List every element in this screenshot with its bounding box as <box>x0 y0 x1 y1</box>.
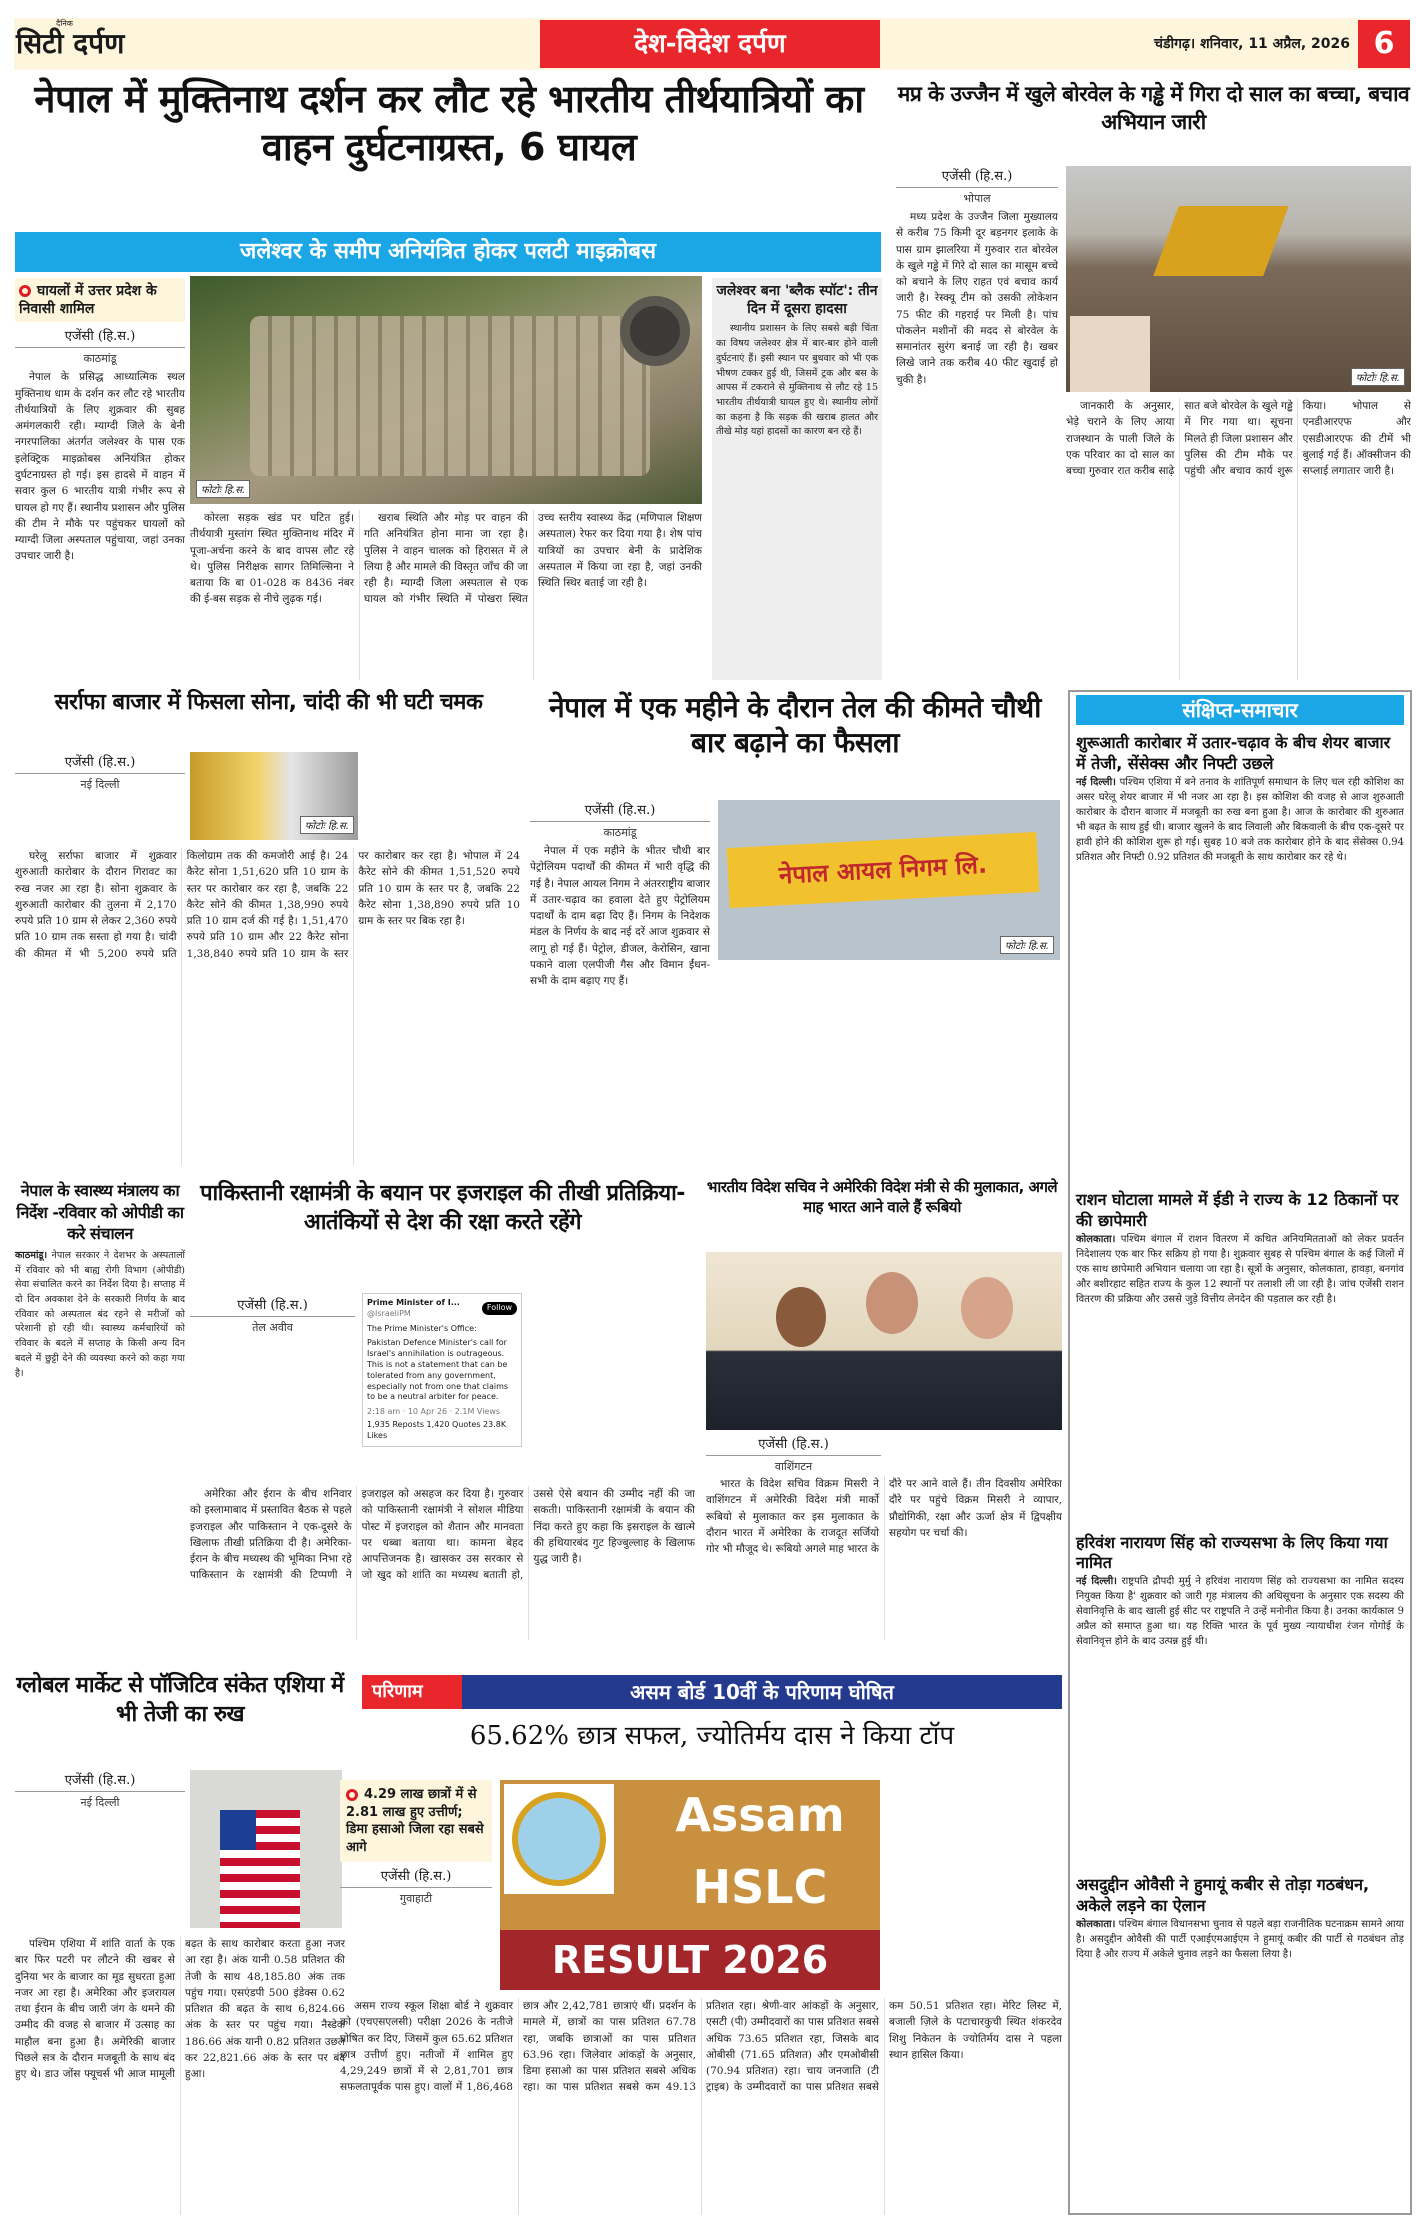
borewell-photo <box>1066 166 1411 392</box>
global-market-headline: ग्लोबल मार्केट से पॉजिटिव संकेत एशिया में भी तेजी का रुख <box>16 1673 344 1727</box>
agency: एजेंसी (हि.स.) <box>706 1434 881 1456</box>
agency: एजेंसी (हि.स.) <box>190 1295 355 1317</box>
tweet-heading: The Prime Minister's Office: <box>367 1323 477 1333</box>
lead-body-1: नेपाल के प्रसिद्ध आध्यात्मिक स्थल मुक्तिनाथ धाम के दर्शन कर लौट रहे भारतीय तीर्थयात्रियों के लिए शुक्रवार की सुबह अमंगलकारी रही। म्याग्दी जिले के बेनी नगरपालिका अंतर्गत जलेश्वर के पास एक इलेक्ट्रिक माइक्रोबस अनियंत्रित होकर दुर्घटनाग्रस्त हो गई। इस हादसे में वाहन में सवार कुल 6 भारतीय यात्री गंभीर रूप से घायल हो गए हैं। स्थानीय प्रशासन और पुलिस की टीम ने मौके पर पहुंचकर घायलों को म्याग्दी जिला अस्पताल पहुंचाया, जहां उनका उपचार जारी है। <box>15 371 185 563</box>
person-2 <box>866 1272 918 1334</box>
result-band <box>362 1675 1062 1709</box>
agency: एजेंसी (हि.स.) <box>530 800 710 822</box>
follow-button: Follow <box>482 1302 517 1315</box>
brief-body: पश्चिम बंगाल में राशन वितरण में कथित अनियमितताओं को लेकर प्रवर्तन निदेशालय एक बार फिर सक्रिय हो गया है। शुक्रवार सुबह से पश्चिम बंगाल के कई जिलों में एक साथ छापेमारी अभियान चलाया जा रहा है। सूत्रों के अनुसार, कोलकाता, हावड़ा, बनगांव और बशीरहाट सहित राज्य के कुल 12 स्थानों पर तलाशी ली जा रही है। जांच एजेंसी राशन वितरण की प्रक्रिया और उससे जुड़े वित्तीय लेनदेन की पड़ताल कर रही है। <box>1076 1233 1404 1305</box>
photo-credit: फोटोः हि.स. <box>1000 936 1054 954</box>
sidebar-body: स्थानीय प्रशासन के लिए सबसे बड़ी चिंता का विषय जलेश्वर क्षेत्र में बार-बार होने वाली दुर्घटनाएं हैं। इसी स्थान पर बुधवार को भी एक भीषण टक्कर हुई थी, जिसमें ट्रक और बस के आपस में टकराने से मुक्तिनाथ से लौट रहे 15 भारतीय तीर्थयात्री घायल हुए थे। स्थानीय लोगों का कहना है कि सड़क की खराब हालत और तीखे मोड़ यहां हादसों का कारण बन रहे हैं। <box>716 323 878 438</box>
tweet-account-name: Prime Minister of I... <box>367 1298 460 1307</box>
dateline: काठमांडू <box>83 352 117 366</box>
stock-exchange-photo <box>190 1770 342 1928</box>
nepal-oil-headline: नेपाल में एक महीने के दौरान तेल की कीमते चौथी बार बढ़ाने का फैसला <box>549 691 1041 759</box>
brief-headline: असदुद्दीन ओवैसी ने हुमायूं कबीर से तोड़ा गठबंधन, अकेले लड़ने का ऐलान <box>1076 1875 1370 1916</box>
assam-left-column <box>340 1780 492 1909</box>
lead-headline: नेपाल में मुक्तिनाथ दर्शन कर लौट रहे भारतीय तीर्थयात्रियों का वाहन दुर्घटनाग्रस्त, 6 घायल <box>34 77 864 169</box>
photo-credit: फोटोः हि.स. <box>1351 368 1405 386</box>
agency: एजेंसी (हि.स.) <box>15 326 185 348</box>
brief-dateline: नई दिल्ली। <box>1076 1576 1117 1588</box>
board-logo-box <box>504 1784 614 1894</box>
brief-title: संक्षिप्त-समाचार <box>1076 695 1404 725</box>
nepal-health-story <box>15 1180 185 1640</box>
brief-dateline: कोलकाता। <box>1076 1918 1116 1930</box>
assam-hslc-graphic <box>500 1780 880 1990</box>
brief-item <box>1076 1525 1404 1868</box>
page-number: 6 <box>1358 20 1410 68</box>
israel-body <box>190 1486 695 1640</box>
agency: एजेंसी (हि.स.) <box>896 166 1058 188</box>
tweet-text: Pakistan Defence Minister's call for Israel's annihilation is outrageous. This is not a statement that can be tolerated from any government, especially not from one that claims to be a neutral arbiter for peace. <box>367 1338 509 1402</box>
person-3 <box>961 1277 1013 1339</box>
dateline: भोपाल <box>963 192 991 205</box>
israel-byline <box>190 1295 355 1338</box>
brief-news-panel <box>1068 690 1412 2215</box>
brief-item <box>1076 1867 1404 2210</box>
borewell-body-columns <box>1066 398 1411 680</box>
gold-headline: सर्राफा बाजार में फिसला सोना, चांदी की भी घटी चमक <box>54 690 483 715</box>
brief-headline: शुरूआती कारोबार में उतार-चढ़ाव के बीच शेयर बाजार में तेजी, सेंसेक्स और निफ्टी उछले <box>1076 733 1391 773</box>
child-photo-inset <box>1070 316 1150 392</box>
lead-highlight-box <box>15 278 185 322</box>
tweet-handle: @IsraeliPM <box>367 1308 411 1318</box>
agency: एजेंसी (हि.स.) <box>15 752 185 774</box>
issue-date: चंडीगढ़। शनिवार, 11 अप्रैल, 2026 <box>1154 36 1350 52</box>
lead-sidebar <box>712 278 882 680</box>
tweet-stats: 1,935 Reposts 1,420 Quotes 23.8K Likes <box>367 1419 507 1440</box>
graphic-result: RESULT 2026 <box>500 1930 880 1990</box>
dateline: काठमांडू। <box>15 1249 48 1261</box>
nepal-oil-photo <box>718 800 1060 960</box>
foreign-secretary-body-text: भारत के विदेश सचिव विक्रम मिसरी ने वाशिंगटन में अमेरिकी विदेश मंत्री मार्को रूबियो से मुलाकात कर इस मुलाकात के दौरान भारत में अमेरिका के राजदूत सर्जियो गोर भी मौजूद थे। रूबियो अगले माह भारत के दौरे पर आने वाले हैं। तीन दिवसीय अमेरिका दौरे पर पहुंचे विक्रम मिसरी ने व्यापार, प्रौद्योगिकी, रक्षा और ऊर्जा क्षेत्र में द्विपक्षीय सहयोग पर चर्चा की। <box>706 1478 1062 1556</box>
dateline: नई दिल्ली <box>80 778 120 791</box>
global-market-body-text: पश्चिम एशिया में शांति वार्ता के एक बार फिर पटरी पर लौटने की खबर से दुनिया भर के बाजार का मूड सुधरता हुआ नजर आ रहा है। अमेरिका और इजरायल तथा ईरान के बीच जारी जंग के थमने की उम्मीद की वजह से बाजार में उत्साह का माहौल बना हुआ है। अमेरिकी बाजार पिछले सत्र के दौरान मजबूती के साथ बंद हुए थे। डाउ जोंस फ्यूचर्स भी आज मामूली बढ़त के साथ कारोबार करता हुआ नजर आ रहा है। अंक यानी 0.58 प्रतिशत की तेजी के साथ 48,185.80 अंक तक पहुंच गया। एसएंडपी 500 इंडेक्स 0.62 प्रतिशत की बढ़त के साथ 6,824.66 अंक के स्तर पर पहुंच गया। नैस्डेक 186.66 अंक यानी 0.82 प्रतिशत उछल कर 22,821.66 अंक के स्तर पर बंद हुआ। <box>15 1938 345 2081</box>
bullet-icon <box>346 1789 358 1801</box>
overturned-vehicle <box>250 316 650 476</box>
agency: एजेंसी (हि.स.) <box>340 1866 492 1888</box>
brief-item <box>1076 1182 1404 1525</box>
borewell-byline <box>896 166 1058 680</box>
assam-body-text: असम राज्य स्कूल शिक्षा बोर्ड ने शुक्रवार को (एचएसएलसी) परीक्षा 2026 के नतीजे घोषित कर दिए, जिसमें कुल 65.62 प्रतिशत छात्र उत्तीर्ण हुए। नतीजों में शामिल हुए 4,29,249 छात्रों में से 2,81,701 छात्र सफलतापूर्वक पास हुए। वालों में 1,86,468 छात्र और 2,42,781 छात्राएं थीं। प्रदर्शन के मामले में, छात्रों का पास प्रतिशत 67.78 रहा, जबकि छात्राओं का पास प्रतिशत 63.96 रहा। जिलेवार आंकड़ों के अनुसार, डिमा हसाओ का पास प्रतिशत सबसे अधिक रहा। का पास प्रतिशत सबसे कम 49.13 प्रतिशत रहा। श्रेणी-वार आंकड़ों के अनुसार, एसटी (पी) उम्मीदवारों का पास प्रतिशत सबसे अधिक 73.65 प्रतिशत रहा, जिसके बाद ओबीसी (71.65 प्रतिशत) और एमओबीसी (70.94 प्रतिशत) रहा। चाय जनजाति (टी ट्राइब) के उम्मीदवारों का पास प्रतिशत सबसे कम 50.51 प्रतिशत रहा। मेरिट लिस्ट में, बजाली ज़िले के पटाचारकुची स्थित शंकरदेव शिशु निकेतन के ज्योतिर्मय दास ने पहला स्थान हासिल किया। <box>340 2000 1062 2094</box>
borewell-headline: मप्र के उज्जैन में खुले बोरवेल के गड्ढे में गिरा दो साल का बच्चा, बचाव अभियान जारी <box>897 82 1410 135</box>
bullet-icon <box>19 285 31 297</box>
person-1 <box>776 1287 826 1347</box>
lead-left-column <box>15 278 185 680</box>
borewell-body-1: मध्य प्रदेश के उज्जैन जिला मुख्यालय से करीब 75 किमी दूर बड़नगर इलाके के पास ग्राम झालरिया में गुरुवार रात बोरवेल के खुले गड्ढे में गिरे दो साल का मासूम बच्चे को बचाने के लिए राहत एवं बचाव कार्य जारी है। रेस्क्यू टीम को उसकी लोकेशन 75 फीट की गहराई पर मिली है। पांच पोकलेन मशीनों की मदद से बोरवेल के समानांतर सुरंग बनाई जा रही है। खबर लिखे जाने तक करीब 40 फीट खुदाई हो चुकी है। <box>896 211 1058 386</box>
sidebar-title: जलेश्वर बना 'ब्लैक स्पॉट': तीन दिन में दूसरा हादसा <box>712 278 882 322</box>
gold-body-text: घरेलू सर्राफा बाजार में शुक्रवार शुरुआती कारोबार के दौरान गिरावट का रुख नजर आ रहा है। सोना शुक्रवार के शुरुआती कारोबार की तुलना में 2,170 रुपये प्रति 10 ग्राम से लेकर 2,360 रुपये प्रति 10 ग्राम तक सस्ता हो गया है। चांदी की कीमत में भी 5,200 रुपये प्रति किलोग्राम तक की कमजोरी आई है। 24 कैरेट सोना 1,51,620 प्रति 10 ग्राम के स्तर पर कारोबार कर रहा है, जबकि 22 कैरेट सोने की कीमत 1,38,990 रुपये प्रति 10 ग्राम दर्ज की गई है। 1,51,470 रुपये प्रति 10 ग्राम और 22 कैरेट सोना 1,38,840 रुपये प्रति 10 ग्राम के स्तर पर कारोबार कर रहा है। भोपाल में 24 कैरेट सोने की कीमत 1,51,520 रुपये प्रति 10 ग्राम के स्तर पर है, जबकि 22 कैरेट सोना 1,38,890 रुपये प्रति 10 ग्राम के स्तर पर बिक रहा है। <box>15 850 520 960</box>
assam-highlight: 4.29 लाख छात्रों में से 2.81 लाख हुए उत्तीर्ण; डिमा हसाओ जिला रहा सबसे आगे <box>346 1787 484 1855</box>
brief-dateline: नई दिल्ली। <box>1076 776 1116 788</box>
brief-body: राष्ट्रपति द्रौपदी मुर्मु ने हरिवंश नारायण सिंह को राज्यसभा का नामित सदस्य नियुक्त किया है' शुक्रवार को जारी गृह मंत्रालय की अधिसूचना के अनुसार एक सदस्य की सेवानिवृत्ति के बाद खाली हुई सीट पर राष्ट्रपति ने उन्हें मनोनीत किया है। उनका कार्यकाल 9 अप्रैल को समाप्त हुआ था। यह रिक्ति भारत के पूर्व मुख्य न्यायाधीश रंजन गोगोई के सेवानिवृत्त होने के बाद उत्पन्न हुई थी। <box>1076 1576 1404 1648</box>
flag-canton <box>220 1810 256 1850</box>
foreign-secretary-headline: भारतीय विदेश सचिव ने अमेरिकी विदेश मंत्री से की मुलाकात, अगले माह भारत आने वाले हैं रूबियो <box>706 1178 1058 1216</box>
israel-body-text: अमेरिका और ईरान के बीच शनिवार को इस्लामाबाद में प्रस्तावित बैठक से पहले इजराइल और पाकिस्तान ने एक-दूसरे के खिलाफ तीखी प्रतिक्रिया दी है। अमेरिका-ईरान के बीच मध्यस्थ की भूमिका निभा रहे पाकिस्तान के रक्षामंत्री की टिप्पणी ने इजराइल को असहज कर दिया है। गुरुवार को पाकिस्तानी रक्षामंत्री ने सोशल मीडिया पोस्ट में इजराइल को शैतान और मानवता पर धब्बा बताया था। कामना बेहद आपत्तिजनक है। खासकर उस सरकार से जो खुद को शांति का मध्यस्थ बताती हो, उससे ऐसे बयान की उम्मीद नहीं की जा सकती। पाकिस्तानी रक्षामंत्री के बयान की निंदा करते हुए कहा कि इसराइल के खात्मे की हथियारबंद गुट हिज्बुल्लाह के खिलाफ युद्ध जारी है। <box>190 1488 695 1582</box>
borewell-body-2: जानकारी के अनुसार, भेड़े चराने के लिए आया राजस्थान के पाली जिले के एक परिवार का दो साल का बच्चा गुरुवार रात करीब साढ़े सात बजे बोरवेल के खुले गड्ढे में गिर गया था। सूचना मिलते ही जिला प्रशासन और पुलिस की टीम मौके पर पहुंची और बचाव कार्य शुरू किया। भोपाल से एनडीआरएफ और एसडीआरएफ की टीमें भी बुलाई गई हैं। ऑक्सीजन की सप्लाई लगातार जारी है। <box>1066 400 1411 478</box>
dateline: तेल अवीव <box>252 1321 293 1334</box>
global-market-body <box>15 1936 345 2215</box>
tweet-time: 2:18 am · 10 Apr 26 · 2.1M Views <box>367 1407 501 1417</box>
nepal-oil-byline <box>530 800 710 1165</box>
logo-text: सिटी दर्पण <box>16 27 125 60</box>
brief-dateline: कोलकाता। <box>1076 1233 1116 1245</box>
dateline: नई दिल्ली <box>80 1796 120 1809</box>
brief-headline: हरिवंश नारायण सिंह को राज्यसभा के लिए किया गया नामित <box>1076 1532 1388 1573</box>
photo-credit: फोटोः हि.स. <box>196 480 250 498</box>
brief-headline: राशन घोटाला मामले में ईडी ने राज्य के 12 ठिकानों पर की छापेमारी <box>1076 1189 1399 1230</box>
dateline: वाशिंगटन <box>774 1460 813 1473</box>
accident-photo <box>190 276 702 504</box>
result-band-title: असम बोर्ड 10वीं के परिणाम घोषित <box>630 1680 894 1704</box>
dateline: गुवाहाटी <box>399 1892 433 1906</box>
gold-byline <box>15 752 185 795</box>
board-seal-icon <box>512 1792 606 1886</box>
nepal-oil-body: नेपाल में एक महीने के भीतर चौथी बार पेट्रोलियम पदार्थों की कीमत में भारी वृद्धि की गई है। नेपाल आयल निगम ने अंतरराष्ट्रीय बाजार में उतार-चढ़ाव का हवाला देते हुए पेट्रोलियम पदार्थों के दाम बढ़ा दिए हैं। निगम के निदेशक मंडल के निर्णय के बाद नई दरें आज शुक्रवार से लागू हो गई हैं। पेट्रोल, डीजल, केरोसिन, खाना पकाने वाला एलपीजी गैस और विमान ईंधन-सभी के दाम बढ़ाए गए हैं। <box>530 845 710 988</box>
excavator <box>1153 206 1288 276</box>
brief-body: पश्चिम बंगाल विधानसभा चुनाव से पहले बड़ा राजनीतिक घटनाक्रम सामने आया है। असदुद्दीन ओवैसी की पार्टी एआईएमआईएम ने हुमायूं कबीर की पार्टी से गठबंधन तोड़ दिया है और राज्य में अकेले चुनाव लड़ने का फैसला लिया है। <box>1076 1918 1404 1960</box>
section-title: देश-विदेश दर्पण <box>540 20 880 68</box>
oil-corp-sign: नेपाल आयल निगम लि. <box>727 832 1040 908</box>
agency: एजेंसी (हि.स.) <box>15 1770 185 1792</box>
assam-headline: 65.62% छात्र सफल, ज्योतिर्मय दास ने किया टॉप <box>469 1721 955 1751</box>
lead-highlight: घायलों में उत्तर प्रदेश के निवासी शामिल <box>19 283 157 318</box>
dateline: काठमांडू <box>603 826 637 839</box>
nepal-health-headline: नेपाल के स्वास्थ्य मंत्रालय का निर्देश -रविवार को ओपीडी का करे संचालन <box>16 1181 184 1244</box>
tire <box>620 296 690 366</box>
brief-body: पश्चिम एशिया में बने तनाव के शांतिपूर्ण समाधान के लिए चल रही कोशिश का असर घरेलू शेयर बाजार में भी नजर आ रहा है। इस कोशिश की वजह से आज शुरुआती कारोबार के दौरान बाजार में मजबूती का रुख बना हुआ है। आज के कारोबार की शुरुआत भी बढ़त के साथ हुई थी। बाजार खुलने के बाद लिवाली और बिकवाली के बीच एक-दूसरे पर हावी होने की कोशिश शुरू हो गई। सुबह 10 बजे तक कारोबार होने के बाद सेंसेक्स 0.94 प्रतिशत और निफ्टी 0.92 प्रतिशत की मजबूती के साथ कारोबार कर रहे थे। <box>1076 776 1404 863</box>
brief-item <box>1076 725 1404 1182</box>
newspaper-logo <box>16 18 124 60</box>
gold-photo <box>190 752 358 840</box>
assam-body <box>340 1998 1062 2215</box>
photo-credit: फोटोः हि.स. <box>300 816 354 834</box>
global-market-byline <box>15 1770 185 1813</box>
lead-subhead: जलेश्वर के समीप अनियंत्रित होकर पलटी माइक्रोबस <box>15 232 881 272</box>
foreign-secretary-body <box>706 1476 1062 1640</box>
assam-highlight-box <box>340 1780 492 1862</box>
lead-body-2: कोरला सड़क खंड पर घटित हुई। तीर्थयात्री मुस्तांग स्थित मुक्तिनाथ मंदिर में पूजा-अर्चना करने के बाद वापस लौट रहे थे। पुलिस निरीक्षक सागर तिमिल्सिना ने बताया कि बा 01-028 क 8436 नंबर की ई-बस सड़क से नीचे लुढ़क गई। <box>190 512 354 606</box>
lead-body-3: खराब स्थिति और मोड़ पर वाहन की गति अनियंत्रित होना माना जा रहा है। पुलिस ने वाहन चालक को हिरासत में ले लिया है और मामले की विस्तृत जाँच की जा रही है। म्याग्दी जिला अस्पताल से एक घायल को गंभीर स्थिति में पोखरा स्थित उच्च स्तरीय स्वास्थ्य केंद्र (मणिपाल शिक्षण अस्पताल) रेफर कर दिया गया है। शेष पांच यात्रियों का उपचार बेनी के प्रादेशिक अस्पताल में किया जा रहा है, जहां उनकी स्थिति स्थिर बताई जा रही है। <box>364 512 702 606</box>
gold-body <box>15 848 520 1165</box>
nepal-health-body: नेपाल सरकार ने देशभर के अस्पतालों में रविवार को भी बाह्य रोगी विभाग (ओपीडी) सेवा संचालित करने का निर्देश दिया है। सप्ताह में दो दिन अवकाश देने के सरकारी निर्णय के बाद रविवार को अस्पताल बंद रहने से मरीजों को परेशानी हो रही थी। स्वास्थ्य कर्मचारियों को रविवार के बदले में सप्ताह के किसी अन्य दिन बदले में छुट्टी देने की व्यवस्था करने को कहा गया है। <box>15 1249 185 1379</box>
tweet-screenshot <box>362 1293 522 1447</box>
israel-headline: पाकिस्तानी रक्षामंत्री के बयान पर इजराइल की तीखी प्रतिक्रिया- आतंकियों से देश की रक्षा करते रहेंगे <box>200 1181 685 1235</box>
foreign-secretary-byline <box>706 1434 881 1477</box>
lead-body-columns <box>190 510 702 680</box>
result-tag: परिणाम <box>362 1675 462 1709</box>
graphic-assam: Assam <box>675 1788 845 1842</box>
graphic-hslc: HSLC <box>692 1860 828 1914</box>
logo-tagline: दैनिक <box>56 19 73 28</box>
diplomats-photo <box>706 1252 1062 1430</box>
